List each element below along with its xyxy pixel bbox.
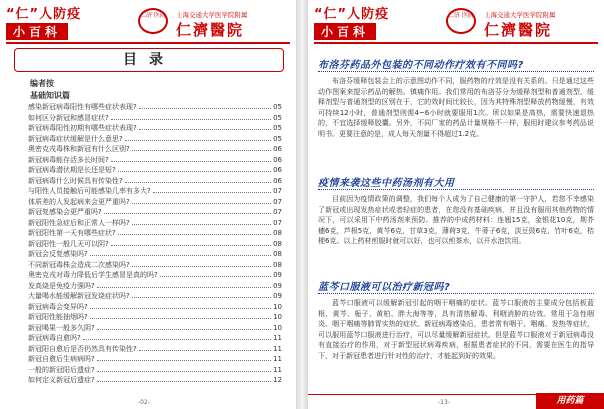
toc-leader-dots [97,360,271,361]
toc-item-text: 新冠病毒能存活多长时间? [28,155,109,164]
toc-item-text: 大量喝水能缓解新冠发烧症状吗? [28,292,130,300]
toc-item-text: 新冠病毒阳性初期有哪些症状表现? [28,124,137,132]
toc-item-page: 08 [273,260,282,269]
toc-item-page: 10 [273,302,282,311]
toc-list [28,102,282,386]
toc-item[interactable] [28,218,282,229]
brand-bottom-text: 小百科 [314,24,376,40]
toc-item-page: 06 [273,155,282,164]
toc-item[interactable] [28,239,282,250]
toc-item[interactable] [28,102,282,113]
toc-leader-dots [125,140,271,141]
toc-item[interactable] [28,249,282,260]
toc-item-text: 新冠病毒什么时候具有传染性? [28,176,123,185]
toc-item[interactable] [28,281,282,292]
toc-item-page: 07 [273,197,282,206]
toc-item-page: 05 [273,124,282,132]
toc-item-page: 06 [273,145,282,153]
toc-item-text: 与阳性人员接触后可能感染几率有多大? [28,187,151,195]
page-number: -02- [138,399,150,406]
toc-item-page: 10 [273,313,282,321]
header-rule [314,42,598,44]
toc-item-page: 07 [273,187,282,195]
publisher-name: 仁濟醫院 [176,21,245,39]
toc-item-page: 12 [273,376,282,384]
section-rule [318,188,594,190]
toc-item[interactable] [28,260,282,271]
toc-leader-dots [132,224,271,225]
toc-item-page: 11 [273,344,282,353]
toc-item-text: 如何区分新冠和感冒症状? [28,113,109,122]
toc-item[interactable] [28,144,282,155]
toc-item-page: 10 [273,323,282,332]
toc-item-text: 新冠自愈后生病病吗? [28,355,95,363]
toc-item[interactable] [28,344,282,355]
toc-item[interactable] [28,186,282,197]
toc-item-page: 11 [273,355,282,363]
brand-top-text: “仁”人防疫 [6,7,82,22]
toc-leader-dots [139,108,271,109]
toc-item-text: 如何定义新冠后遗症? [28,376,95,384]
toc-item-text: 新冠病毒症状缓解是什么意思? [28,134,123,143]
toc-item[interactable] [28,365,282,376]
toc-item-text: 新冠病毒自愈吗? [28,334,81,342]
toc-item-page: 09 [273,292,282,300]
toc-item-text: 新冠阳性第一天有哪些症状? [28,229,116,237]
toc-item[interactable] [28,302,282,313]
toc-item[interactable] [28,333,282,344]
toc-leader-dots [139,350,271,351]
toc-leader-dots [132,297,271,298]
toc-item[interactable] [28,155,282,166]
toc-item[interactable] [28,197,282,208]
toc-item-page: 06 [273,176,282,185]
toc-leader-dots [97,287,271,288]
header-rule [6,42,290,44]
toc-leader-dots [160,276,271,277]
toc-item-page: 05 [273,134,282,143]
toc-item[interactable] [28,375,282,386]
toc-item-text: 体质差的人发起病来会更严重吗? [28,197,130,206]
toc-leader-dots [97,371,271,372]
toc-item[interactable] [28,207,282,218]
toc-item-text: 新冠阳性一般几天可以阴? [28,239,109,248]
page-number: -13- [438,399,450,406]
brand-bottom-text: 小百科 [6,24,68,40]
toc-leader-dots [111,161,271,162]
chapter-tab: 用药篇 [536,393,604,409]
toc-title: 目录 [123,52,175,68]
toc-item-text: 新冠阳自愈后是否仍然具有传染性? [28,344,137,353]
brand-logo [314,6,390,40]
toc-leader-dots [118,171,271,172]
brand-logo [6,6,82,40]
toc-leader-dots [97,381,271,382]
hospital-seal-icon: 仁济 医院 [138,8,168,34]
toc-item-text: 感染新冠病毒阳性有哪些症状表现? [28,103,137,111]
toc-item-page: 09 [273,271,282,279]
toc-item-page: 07 [273,218,282,227]
toc-item[interactable] [28,228,282,239]
toc-title-box [14,48,284,72]
section-rule [318,292,594,294]
publisher-name: 仁濟醫院 [484,21,553,39]
toc-item-page: 08 [273,229,282,237]
toc-item-text: 一般的新冠阳后遗症? [28,365,95,374]
toc-item-page: 06 [273,166,282,174]
section-title-lanqin: 蓝芩口服液可以治疗新冠吗? [318,282,451,293]
toc-leader-dots [125,182,271,183]
toc-item[interactable] [28,354,282,365]
toc-leader-dots [139,129,271,130]
right-page [308,0,604,409]
toc-leader-dots [132,150,271,151]
toc-leader-dots [153,192,271,193]
toc-item-page: 08 [273,250,282,258]
toc-item[interactable] [28,123,282,134]
section-body-herbal-decoction: 目前因为疫情政策的调整，我们每个人成为了自己健康的第一守护人，若您不幸感染了新冠或出现发热症状或者轻症的患者，在您没有基础疾病，并且没有服用其他药物的情况下，可以采用下中药汤剂来预防。推荐的中成药材料：连翘15克，金银花10克，荆芥穗6克，芦根5克，黄芩6克，甘草3克，薄荷3克，牛蒡子6克，淡豆豉6克，竹叶6克，桔梗6克。以上药材煎服时就可以好，也可以煎茶水，以开水泡饮用。 [318,195,594,245]
toc-item[interactable] [28,291,282,302]
toc-item-text: 新冠病毒潜伏期是长还是短? [28,166,116,174]
toc-leader-dots [90,308,271,309]
toc-item[interactable] [28,113,282,124]
toc-item-text: 新冠阳性急症后和正常人一样吗? [28,218,130,227]
toc-item-page: 08 [273,239,282,248]
toc-item-page: 05 [273,103,282,111]
toc-leader-dots [104,213,271,214]
toc-leader-dots [132,203,271,204]
brand-top-text: “仁”人防疫 [314,7,390,22]
toc-item-text: 新冠阳性能抽烟吗? [28,313,88,321]
section-body-lanqin: 蓝芩口服液可以缓解新冠引起的咽干咽痛的症状。蓝芩口服液的主要成分包括板蓝根、黄芩、栀子、黄柏、胖大海等等，具有清热解毒、利咽消肿的功效。常用于急性咽炎、咽干咽痛等肺胃实热的症状。新冠病毒感染后，患者常有咽干、咽痛、发热等症状，可以服用蓝芩口服液进行治疗，可以尽量缓解新冠症状。但是蓝芩口服液对于新冠病毒没有直接治疗的作用，对于新型冠状病毒疾病，根据患者症状的不同，需要在医生的指导下，对于新冠患者进行针对性的治疗，才能起到好的效果。 [318,299,594,360]
toc-item-page: 09 [273,281,282,290]
left-page [0,0,296,409]
section-body-ibuprofen: 布洛芬缓释包装会上的示意图动作不同，服药物的疗效是没有关系的。只是通过这些动作图案来提示药品的解热、镇痛作用。我们常用的布洛芬分为缓释剂型和普通剂型，缓释剂型与普通剂型的区别在于，它的效时间比较长，因为其特殊剂型释放药物缓慢，有效可持续12小时，普通剂型则需4~6小时就要服用1次。所以如果是高热，需要快速退热的，不宜选择缓释胶囊。另外，不同厂家的药品计量规格不一样，服用时建议参考药品说明书。更要注意的是，成人每天剂量不得超过1.2克。 [318,77,594,138]
toc-item-page: 07 [273,208,282,216]
toc-leader-dots [83,339,271,340]
section-rule [318,70,594,72]
toc-leader-dots [90,255,271,256]
toc-item[interactable] [28,323,282,334]
toc-item-page: 11 [273,334,282,342]
hospital-seal-icon: 仁济 医院 [446,8,476,34]
book-gutter [296,0,308,409]
toc-item-text: 奥密克戎对毒力降低后学生感冒是真的吗? [28,271,158,279]
toc-item[interactable] [28,165,282,176]
publisher-line: 上海交通大学医学院附属 [176,11,248,19]
toc-item[interactable] [28,312,282,323]
toc-item-text: 新冠复感染会更严重吗? [28,208,102,216]
toc-item[interactable] [28,176,282,187]
toc-item-text: 新冠病毒会变异吗? [28,302,88,311]
toc-leader-dots [132,266,271,267]
subsection-heading: 基础知识篇 [30,91,70,100]
section-title-herbal-decoction: 疫情来袭这些中药汤剂有大用 [318,178,455,189]
toc-item-page: 05 [273,113,282,122]
toc-item[interactable] [28,270,282,281]
toc-item-text: 发高烧是免疫力强吗? [28,281,95,290]
section-title-ibuprofen: 布洛芬药品外包装的不同动作疗效有不同吗? [318,60,524,71]
section-heading: 编者按 [30,79,54,88]
toc-item-text: 不同新冠毒株会造成二次感染吗? [28,260,130,269]
toc-item-text: 新冠喝果一般多久阴? [28,323,95,332]
toc-leader-dots [118,234,271,235]
toc-item-text: 奥密克戎毒株和新冠有什么区别? [28,145,130,153]
toc-leader-dots [111,245,271,246]
publisher-line: 上海交通大学医学院附属 [484,11,556,19]
toc-leader-dots [90,318,271,319]
toc-item-page: 11 [273,365,282,374]
toc-leader-dots [97,329,271,330]
toc-item-text: 新冠会反复感染吗? [28,250,88,258]
toc-item[interactable] [28,134,282,145]
toc-leader-dots [111,119,271,120]
